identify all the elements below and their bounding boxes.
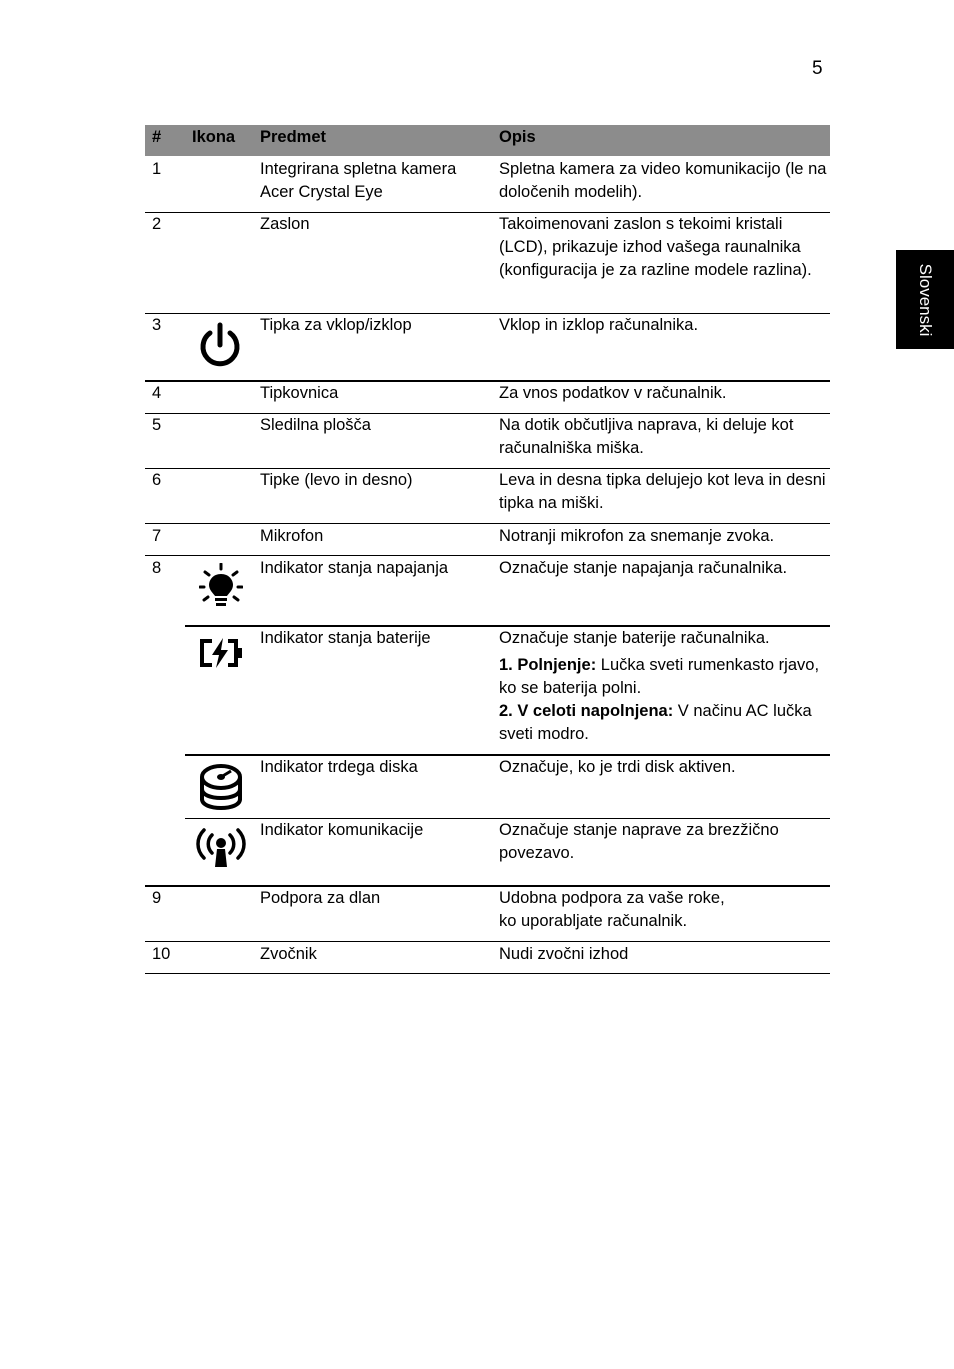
row-desc	[499, 627, 829, 746]
desc-full-text: V načinu AC lučka sveti modro.	[499, 702, 812, 743]
row-item: Sledilna plošča	[260, 416, 371, 434]
desc-full	[499, 700, 829, 746]
row-divider	[145, 523, 830, 524]
row-desc: Označuje, ko je trdi disk aktiven.	[499, 758, 736, 776]
row-desc: Notranji mikrofon za snemanje zvoka.	[499, 527, 775, 545]
row-desc: Označuje stanje naprave za brezžično povezavo.	[499, 821, 779, 862]
row-num: 9	[152, 889, 162, 907]
row-item: Podpora za dlan	[260, 889, 381, 907]
row-desc: Leva in desna tipka delujejo kot leva in desni tipka na miški.	[499, 471, 826, 512]
row-desc	[499, 887, 829, 933]
page-number: 5	[812, 58, 823, 79]
row-item: Zvočnik	[260, 945, 317, 963]
hdd-icon	[198, 763, 244, 818]
table-header	[145, 125, 830, 156]
desc-charging-text: Lučka sveti rumenkasto rjavo, ko se baterija polni.	[499, 656, 820, 697]
desc-summary: Označuje stanje baterije računalnika.	[499, 629, 770, 647]
row-item: Mikrofon	[260, 527, 324, 545]
row-desc: Vklop in izklop računalnika.	[499, 316, 699, 334]
row-divider	[145, 941, 830, 942]
row-divider	[145, 555, 830, 556]
row-num: 2	[152, 215, 162, 233]
desc-line-2: ko uporabljate računalnik.	[499, 912, 688, 930]
row-item: Tipkovnica	[260, 384, 339, 402]
battery-charging-icon	[198, 638, 244, 675]
row-num: 6	[152, 471, 162, 489]
desc-charging	[499, 654, 829, 700]
row-num: 8	[152, 559, 162, 577]
row-item: Indikator komunikacije	[260, 821, 424, 839]
row-divider	[145, 973, 830, 974]
desc-full-label: 2. V celoti napolnjena:	[499, 702, 674, 720]
row-item: Tipka za vklop/izklop	[260, 316, 412, 334]
row-desc: Na dotik občutljiva naprava, ki deluje kot računalniška miška.	[499, 416, 794, 457]
row-num: 5	[152, 416, 162, 434]
language-tab-label: Slovenski	[916, 263, 935, 336]
row-item: Integrirana spletna kamera Acer Crystal Eye	[260, 160, 457, 201]
header-desc: Opis	[499, 128, 536, 146]
row-desc: Označuje stanje napajanja računalnika.	[499, 559, 788, 577]
power-icon	[196, 321, 244, 376]
row-desc: Nudi zvočni izhod	[499, 945, 629, 963]
language-tab	[896, 250, 954, 349]
row-num: 7	[152, 527, 162, 545]
row-num: 3	[152, 316, 162, 334]
wireless-icon	[193, 827, 249, 876]
row-num: 10	[152, 945, 171, 963]
row-item: Tipke (levo in desno)	[260, 471, 413, 489]
header-icon: Ikona	[192, 128, 236, 146]
desc-line-1: Udobna podpora za vaše roke,	[499, 889, 725, 907]
row-item: Indikator trdega diska	[260, 758, 418, 776]
row-num: 1	[152, 160, 162, 178]
lightbulb-icon	[199, 563, 243, 618]
header-num: #	[152, 128, 162, 146]
row-item: Indikator stanja napajanja	[260, 559, 449, 577]
row-num: 4	[152, 384, 162, 402]
row-desc: Za vnos podatkov v računalnik.	[499, 384, 727, 402]
row-item: Zaslon	[260, 215, 310, 233]
row-desc: Takoimenovani zaslon s tekoimi kristali (LCD), prikazuje izhod vašega raunalnika (konfiguracija je za razline modele razlina).	[499, 215, 812, 279]
header-item: Predmet	[260, 128, 327, 146]
row-item: Indikator stanja baterije	[260, 629, 431, 647]
row-desc: Spletna kamera za video komunikacijo (le na določenih modelih).	[499, 160, 827, 201]
desc-charging-label: 1. Polnjenje:	[499, 656, 597, 674]
